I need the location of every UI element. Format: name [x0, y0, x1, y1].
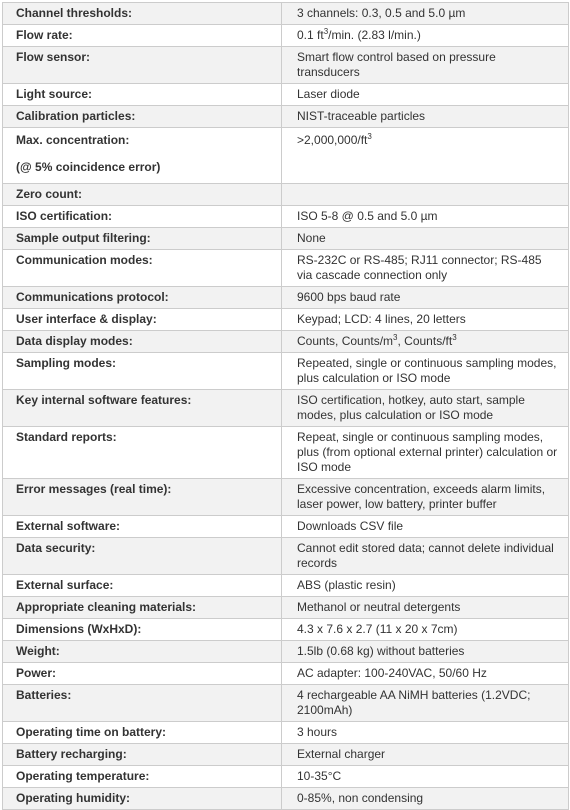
spec-label: Standard reports:: [3, 427, 282, 479]
spec-value-text: /min. (2.83 l/min.): [328, 28, 421, 42]
spec-label: Max. concentration:: [16, 133, 130, 147]
spec-value: 3 hours: [282, 722, 569, 744]
spec-label: Zero count:: [3, 184, 282, 206]
spec-value: RS-232C or RS-485; RJ11 connector; RS-485 via cascade connection only: [282, 250, 569, 287]
spec-label: External software:: [3, 516, 282, 538]
spec-label: Power:: [3, 663, 282, 685]
spec-label: Appropriate cleaning materials:: [3, 597, 282, 619]
spec-label: Calibration particles:: [3, 106, 282, 128]
spec-value: 4 rechargeable AA NiMH batteries (1.2VDC; 2100mAh): [282, 685, 569, 722]
spec-value: Methanol or neutral detergents: [282, 597, 569, 619]
spec-label: ISO certification:: [3, 206, 282, 228]
spec-value: Downloads CSV file: [282, 516, 569, 538]
spec-row-operating-time: [3, 722, 569, 744]
spec-row-operating-temperature: [3, 766, 569, 788]
spec-value: 0-85%, non condensing: [282, 788, 569, 810]
spec-label: Channel thresholds:: [3, 3, 282, 25]
spec-row-user-interface: [3, 309, 569, 331]
spec-value: Cannot edit stored data; cannot delete individual records: [282, 538, 569, 575]
spec-label: Dimensions (WxHxD):: [3, 619, 282, 641]
spec-value: 9600 bps baud rate: [282, 287, 569, 309]
spec-note: (@ 5% coincidence error): [16, 160, 161, 174]
spec-value: ABS (plastic resin): [282, 575, 569, 597]
spec-row-external-surface: [3, 575, 569, 597]
spec-row-channel-thresholds: [3, 3, 569, 25]
specifications-body: [3, 3, 569, 810]
spec-label: Weight:: [3, 641, 282, 663]
spec-row-iso-certification: [3, 206, 569, 228]
spec-row-power: [3, 663, 569, 685]
superscript: 3: [323, 27, 329, 36]
spec-row-batteries: [3, 685, 569, 722]
spec-label: Flow rate:: [3, 25, 282, 47]
spec-value: ISO certification, hotkey, auto start, sample modes, plus calculation or ISO mode: [282, 390, 569, 427]
spec-value: 1.5lb (0.68 kg) without batteries: [282, 641, 569, 663]
spec-label: Key internal software features:: [3, 390, 282, 427]
spec-row-dimensions: [3, 619, 569, 641]
spec-label: Communication modes:: [3, 250, 282, 287]
spec-value-text: Counts, Counts/m: [297, 334, 394, 348]
spec-value: Repeat, single or continuous sampling modes, plus (from optional external printer) calculation or ISO mode: [282, 427, 569, 479]
spec-label: Flow sensor:: [3, 47, 282, 84]
spec-row-light-source: [3, 84, 569, 106]
superscript: 3: [367, 132, 372, 141]
spec-label: Battery recharging:: [3, 744, 282, 766]
spec-row-cleaning-materials: [3, 597, 569, 619]
spec-row-external-software: [3, 516, 569, 538]
spec-value: None: [282, 228, 569, 250]
spec-value: [282, 128, 569, 184]
spec-value-text: , Counts/ft: [397, 334, 453, 348]
spec-label: Data security:: [3, 538, 282, 575]
spec-row-sample-output-filtering: [3, 228, 569, 250]
spec-label: Batteries:: [3, 685, 282, 722]
spec-label: User interface & display:: [3, 309, 282, 331]
spec-row-communication-modes: [3, 250, 569, 287]
spec-row-communications-protocol: [3, 287, 569, 309]
spec-value: Smart flow control based on pressure transducers: [282, 47, 569, 84]
spec-row-data-security: [3, 538, 569, 575]
spec-row-data-display-modes: [3, 331, 569, 353]
spec-value: NIST-traceable particles: [282, 106, 569, 128]
spec-label-cell: [3, 128, 282, 184]
spec-label: Operating temperature:: [3, 766, 282, 788]
spec-value: [282, 184, 569, 206]
spec-value: Excessive concentration, exceeds alarm limits, laser power, low battery, printer buffer: [282, 479, 569, 516]
spec-value: Laser diode: [282, 84, 569, 106]
spec-label: Sampling modes:: [3, 353, 282, 390]
spec-row-sampling-modes: [3, 353, 569, 390]
specifications-table: [2, 2, 569, 810]
spec-value: ISO 5-8 @ 0.5 and 5.0 µm: [282, 206, 569, 228]
spec-row-flow-rate: [3, 25, 569, 47]
spec-row-zero-count: [3, 184, 569, 206]
spec-row-key-software-features: [3, 390, 569, 427]
spec-row-battery-recharging: [3, 744, 569, 766]
spec-row-error-messages: [3, 479, 569, 516]
spec-label: Operating time on battery:: [3, 722, 282, 744]
spec-value: AC adapter: 100-240VAC, 50/60 Hz: [282, 663, 569, 685]
spec-label: Error messages (real time):: [3, 479, 282, 516]
spec-row-flow-sensor: [3, 47, 569, 84]
spec-value: Repeated, single or continuous sampling modes, plus calculation or ISO mode: [282, 353, 569, 390]
spec-row-max-concentration: [3, 128, 569, 184]
spec-value: External charger: [282, 744, 569, 766]
spec-value: Keypad; LCD: 4 lines, 20 letters: [282, 309, 569, 331]
spec-value-text: >2,000,000/ft: [297, 133, 368, 147]
spec-label: Data display modes:: [3, 331, 282, 353]
spec-label: Sample output filtering:: [3, 228, 282, 250]
spec-label: Light source:: [3, 84, 282, 106]
spec-row-calibration-particles: [3, 106, 569, 128]
spec-value: 10-35°C: [282, 766, 569, 788]
spec-value: 3 channels: 0.3, 0.5 and 5.0 µm: [282, 3, 569, 25]
spec-value: [282, 25, 569, 47]
spec-value: 4.3 x 7.6 x 2.7 (11 x 20 x 7cm): [282, 619, 569, 641]
superscript: 3: [393, 333, 398, 342]
spec-label: External surface:: [3, 575, 282, 597]
spec-value: [282, 331, 569, 353]
spec-value-text: 0.1 ft: [297, 28, 324, 42]
superscript: 3: [452, 333, 457, 342]
spec-label: Communications protocol:: [3, 287, 282, 309]
spec-label: Operating humidity:: [3, 788, 282, 810]
spec-row-weight: [3, 641, 569, 663]
spec-row-standard-reports: [3, 427, 569, 479]
